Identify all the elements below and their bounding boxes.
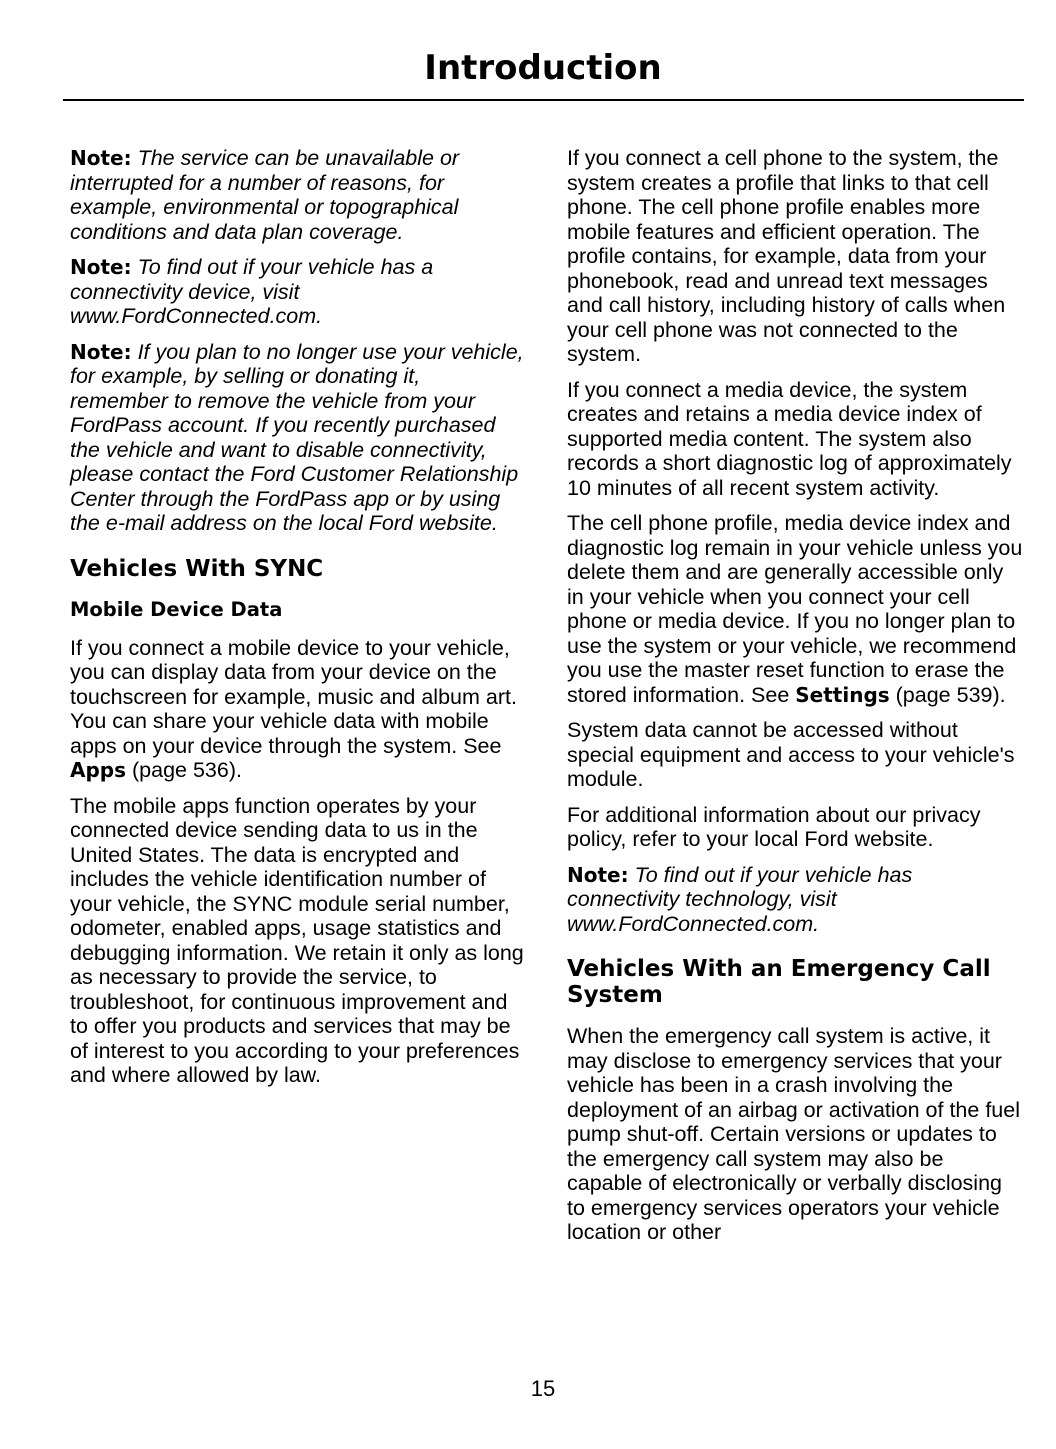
note-service-availability — [70, 146, 524, 244]
heading-vehicles-with-sync: Vehicles With SYNC — [70, 555, 324, 582]
note-label: Note: — [70, 255, 132, 279]
paragraph-profile-retention — [567, 511, 1023, 707]
paragraph-privacy-policy: For additional information about our privacy policy, refer to your local Ford website. — [567, 802, 981, 851]
paragraph-system-data: System data cannot be accessed without special equipment and access to your vehicle's module. — [567, 718, 1015, 791]
page-reference: (page 536). — [126, 758, 242, 782]
apps-link[interactable]: Apps — [70, 758, 127, 782]
note-label: Note: — [567, 862, 629, 887]
note-connectivity-device — [70, 255, 524, 329]
settings-link[interactable]: Settings — [795, 682, 890, 707]
note-text: If you plan to no longer use your vehicle, for example, by selling or donating it, remember to remove the vehicle from your FordPass account. If you recently purchased the vehicle and want to disable connectivity, please contact the Ford Customer Relationship Center through the FordPass app or by using the e-mail address on the local Ford website. — [70, 339, 524, 535]
note-connectivity-technology — [567, 863, 1023, 937]
note-text: To find out if your vehicle has a connectivity device, visit www.FordConnected.com. — [70, 255, 434, 328]
paragraph-emergency-call: When the emergency call system is active, it may disclose to emergency services that your vehicle has been in a crash involving the deployment of an airbag or activation of the fuel pump shut-off. Certain versions or updates to the emergency call system may also be capable of electronically or verbally disclosing to emergency services operators your vehicle location or other — [567, 1024, 1020, 1244]
header-divider — [63, 99, 1024, 101]
paragraph-cell-phone: If you connect a cell phone to the system, the system creates a profile that links to that cell phone. The cell phone profile enables more mobile features and efficient operation. The profile contains, for example, data from your phonebook, read and unread text messages and call history, including history of calls when your cell phone was not connected to the system. — [567, 146, 1006, 366]
paragraph-mobile-apps: The mobile apps function operates by your connected device sending data to us in the United States. The data is encrypted and includes the vehicle identification number of your vehicle, the SYNC module serial number, odometer, enabled apps, usage statistics and debugging information. We retain it only as long as necessary to provide the service, to troubleshoot, for continuous improvement and to offer you products and services that may be of interest to you according to your preferences and where allowed by law. — [70, 793, 524, 1087]
page-number: 15 — [530, 1376, 556, 1401]
note-text: To find out if your vehicle has connectivity technology, visit www.FordConnected.com. — [567, 862, 913, 936]
right-column — [567, 146, 1023, 1256]
page-title: Introduction — [424, 48, 662, 88]
note-remove-vehicle — [70, 340, 524, 536]
paragraph-text: If you connect a mobile device to your vehicle, you can display data from your device on the touchscreen for example, music and album art. You can share your vehicle data with mobile apps on your device through the system. See — [70, 635, 517, 758]
paragraph-text: The cell phone profile, media device index and diagnostic log remain in your vehicle unless you delete them and are generally accessible only in your vehicle when you connect your cell phone or media device. If you no longer plan to use the system or your vehicle, we recommend you use the master reset function to erase the stored information. See — [567, 511, 1023, 707]
paragraph-media-device: If you connect a media device, the system creates and retains a media device index of supported media content. The system also records a short diagnostic log of approximately 10 minutes of all recent system activity. — [567, 377, 1012, 500]
page-reference: (page 539). — [889, 682, 1006, 707]
note-label: Note: — [70, 146, 132, 170]
note-text: The service can be unavailable or interrupted for a number of reasons, for example, environmental or topographical conditions and data plan coverage. — [70, 146, 460, 244]
paragraph-mobile-device — [70, 636, 524, 783]
subheading-mobile-device-data: Mobile Device Data — [70, 597, 283, 621]
heading-emergency-call-system: Vehicles With an Emergency Call System — [567, 956, 991, 1008]
note-label: Note: — [70, 339, 132, 364]
left-column — [70, 146, 524, 1099]
